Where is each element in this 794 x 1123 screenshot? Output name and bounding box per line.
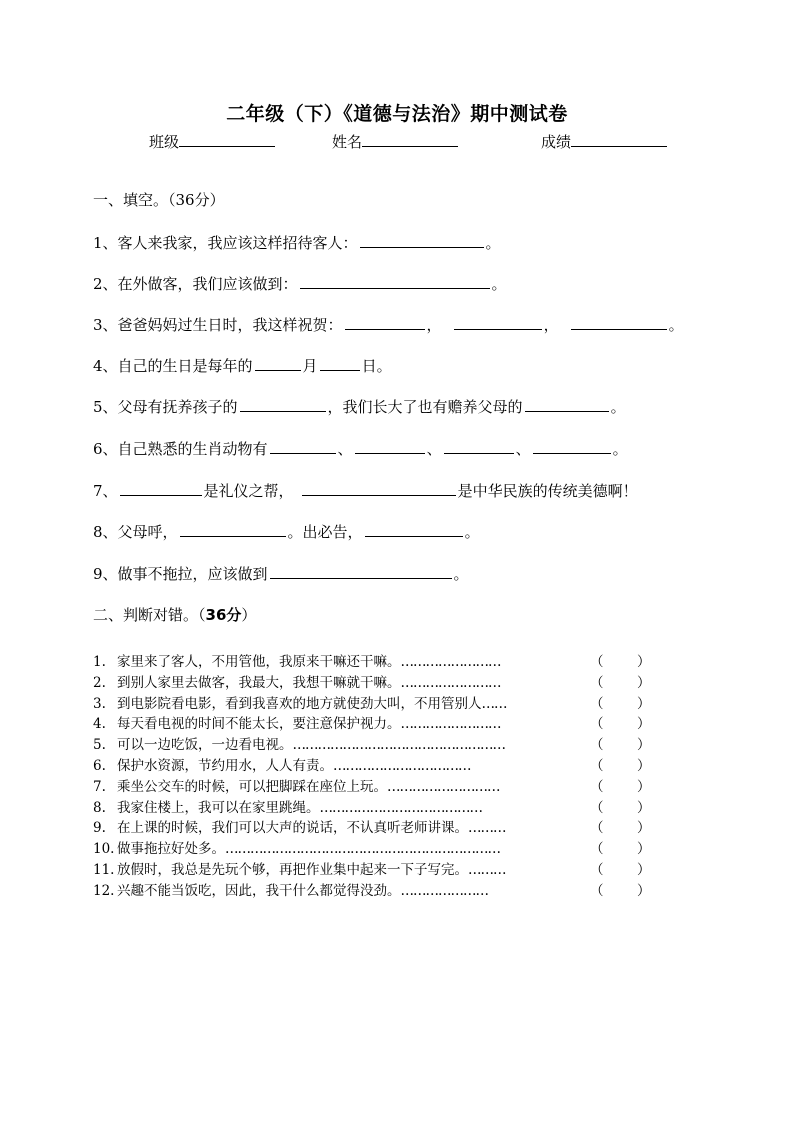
answer-blank[interactable] bbox=[302, 481, 456, 496]
judge-item-text: 在上课的时候，我们可以大声的说话，不认真听老师讲课。 bbox=[117, 820, 468, 837]
section2-heading-text: ） bbox=[241, 606, 257, 624]
judge-item-leader-dots: …… bbox=[481, 695, 507, 712]
judge-item-number: 9. bbox=[93, 820, 106, 837]
answer-paren-close[interactable]: ） bbox=[637, 862, 651, 878]
judge-item-text: 到电影院看电影，看到我喜欢的地方就使劲大叫，不用管别人 bbox=[117, 695, 482, 712]
judge-item bbox=[93, 796, 653, 816]
answer-paren-open[interactable]: （ bbox=[590, 841, 604, 858]
question-text: 、 bbox=[337, 440, 353, 458]
answer-paren-close[interactable]: ） bbox=[637, 695, 651, 712]
judge-item-number: 11. bbox=[93, 862, 115, 878]
question-text: 、 bbox=[515, 440, 531, 458]
question-text: 是礼仪之帮， bbox=[203, 482, 294, 500]
answer-blank[interactable] bbox=[180, 522, 286, 537]
judge-item-text: 我家住楼上，我可以在家里跳绳。 bbox=[117, 799, 320, 816]
question-text: 。 bbox=[610, 398, 626, 416]
question-text: 。 bbox=[668, 316, 684, 334]
answer-paren-open[interactable]: （ bbox=[590, 799, 604, 816]
section2-heading bbox=[93, 604, 256, 625]
question-text: 3、爸爸妈妈过生日时，我这样祝贺： bbox=[93, 316, 343, 334]
fill-question-4 bbox=[93, 355, 392, 376]
question-text: 、 bbox=[426, 440, 442, 458]
question-text: 月 bbox=[302, 357, 318, 375]
answer-blank[interactable] bbox=[300, 274, 490, 289]
judge-item-text: 可以一边吃饭，一边看电视。 bbox=[117, 737, 293, 754]
answer-paren-close[interactable]: ） bbox=[637, 716, 651, 733]
page-title: 二年级（下）《道德与法治》期中测试卷 bbox=[226, 103, 568, 125]
answer-paren-close[interactable]: ） bbox=[637, 758, 651, 774]
answer-paren-open[interactable]: （ bbox=[590, 820, 604, 837]
answer-paren-open[interactable]: （ bbox=[590, 737, 604, 754]
judge-item-leader-dots: …………………… bbox=[400, 654, 501, 670]
score-field bbox=[541, 131, 667, 152]
judge-item-leader-dots: ……… bbox=[468, 820, 506, 837]
question-text: ，我们长大了也有赡养父母的 bbox=[327, 398, 523, 416]
judge-item-text: 保护水资源，节约用水，人人有责。 bbox=[117, 758, 333, 774]
fill-question-8 bbox=[93, 521, 480, 542]
score-label: 成绩 bbox=[541, 133, 572, 151]
judge-item-leader-dots: …………………………………………… bbox=[292, 737, 505, 754]
question-text: 6、自己熟悉的生肖动物有 bbox=[93, 440, 268, 458]
judge-item bbox=[93, 733, 653, 753]
judge-item-number: 10. bbox=[93, 841, 115, 858]
judge-item-text: 家里来了客人，不用管他，我原来干嘛还干嘛。 bbox=[117, 654, 401, 670]
answer-blank[interactable] bbox=[533, 439, 611, 454]
judge-item bbox=[93, 692, 653, 712]
judge-item-leader-dots: ……… bbox=[468, 862, 506, 878]
judge-item-number: 6. bbox=[93, 758, 106, 774]
judge-item-number: 7. bbox=[93, 778, 106, 795]
judge-item-leader-dots: ………………………………………………………… bbox=[225, 841, 500, 858]
judge-item bbox=[93, 837, 653, 857]
judge-item-number: 2. bbox=[93, 674, 106, 691]
answer-paren-open[interactable]: （ bbox=[590, 716, 604, 733]
question-text: 。 bbox=[453, 565, 469, 583]
answer-paren-open[interactable]: （ bbox=[590, 862, 604, 878]
class-blank[interactable] bbox=[179, 131, 275, 147]
section2-score: 36分 bbox=[205, 606, 242, 624]
answer-blank[interactable] bbox=[454, 315, 542, 330]
judge-item-text: 乘坐公交车的时候，可以把脚踩在座位上玩。 bbox=[117, 778, 387, 795]
judge-item bbox=[93, 775, 653, 795]
judge-item-leader-dots: ………………… bbox=[400, 882, 488, 899]
class-label: 班级 bbox=[149, 133, 180, 151]
answer-paren-open[interactable]: （ bbox=[590, 695, 604, 712]
judge-item-number: 1. bbox=[93, 654, 106, 670]
judge-item-leader-dots: ………………………………… bbox=[319, 799, 482, 816]
score-blank[interactable] bbox=[571, 131, 667, 147]
question-text: 日。 bbox=[361, 357, 392, 375]
judge-item-number: 4. bbox=[93, 716, 106, 733]
question-text: 。出必告， bbox=[287, 523, 363, 541]
judge-item bbox=[93, 858, 653, 878]
judge-item bbox=[93, 712, 653, 732]
question-text: 4、自己的生日是每年的 bbox=[93, 357, 253, 375]
judge-item bbox=[93, 671, 653, 691]
answer-paren-close[interactable]: ） bbox=[637, 778, 651, 795]
question-text: ， bbox=[426, 316, 442, 334]
section1-heading: 一、填空。（36分） bbox=[93, 191, 225, 209]
judge-item-text: 放假时，我总是先玩个够，再把作业集中起来一下子写完。 bbox=[117, 862, 468, 878]
judge-item bbox=[93, 879, 653, 899]
question-text: 8、父母呼， bbox=[93, 523, 178, 541]
answer-blank[interactable] bbox=[345, 315, 425, 330]
judge-item-leader-dots: …………………… bbox=[400, 674, 501, 691]
question-text: 是中华民族的传统美德啊！ bbox=[457, 482, 638, 500]
answer-paren-open[interactable]: （ bbox=[590, 674, 604, 691]
answer-paren-open[interactable]: （ bbox=[590, 778, 604, 795]
question-text: 1、客人来我家，我应该这样招待客人： bbox=[93, 234, 358, 252]
answer-blank[interactable] bbox=[320, 356, 360, 371]
fill-question-1 bbox=[93, 232, 501, 253]
name-field bbox=[332, 131, 458, 152]
answer-paren-close[interactable]: ） bbox=[637, 654, 651, 670]
judge-item-text: 到别人家里去做客，我最大，我想干嘛就干嘛。 bbox=[117, 674, 401, 691]
judge-item-text: 兴趣不能当饭吃，因此，我干什么都觉得没劲。 bbox=[117, 882, 401, 899]
answer-blank[interactable] bbox=[270, 439, 336, 454]
judge-item bbox=[93, 650, 653, 670]
judge-item-text: 做事拖拉好处多。 bbox=[117, 841, 225, 858]
judge-item-leader-dots: …………………… bbox=[400, 716, 501, 733]
answer-blank[interactable] bbox=[444, 439, 514, 454]
answer-paren-close[interactable]: ） bbox=[637, 799, 651, 816]
answer-paren-close[interactable]: ） bbox=[637, 820, 651, 837]
question-text: 。 bbox=[464, 523, 480, 541]
fill-question-6 bbox=[93, 438, 628, 459]
judge-item-leader-dots: …………………………… bbox=[333, 758, 471, 774]
question-text: 7、 bbox=[93, 482, 118, 500]
answer-blank[interactable] bbox=[571, 315, 667, 330]
answer-blank[interactable] bbox=[365, 522, 463, 537]
judge-item-number: 5. bbox=[93, 737, 106, 754]
judge-item bbox=[93, 816, 653, 836]
judge-item-text: 每天看电视的时间不能太长，要注意保护视力。 bbox=[117, 716, 401, 733]
answer-paren-close[interactable]: ） bbox=[637, 674, 651, 691]
answer-blank[interactable] bbox=[360, 233, 484, 248]
section2-heading-text: 二、判断对错。（ bbox=[93, 606, 206, 624]
question-text: 2、在外做客，我们应该做到： bbox=[93, 275, 298, 293]
answer-paren-open[interactable]: （ bbox=[590, 882, 604, 899]
answer-paren-open[interactable]: （ bbox=[590, 654, 604, 670]
fill-question-7 bbox=[93, 480, 638, 501]
class-field bbox=[149, 131, 275, 152]
answer-blank[interactable] bbox=[240, 397, 326, 412]
answer-blank[interactable] bbox=[120, 481, 202, 496]
fill-question-2 bbox=[93, 273, 507, 294]
fill-question-3 bbox=[93, 314, 684, 335]
question-text: 。 bbox=[612, 440, 628, 458]
answer-paren-open[interactable]: （ bbox=[590, 758, 604, 774]
judge-item-number: 3. bbox=[93, 695, 106, 712]
answer-blank[interactable] bbox=[355, 439, 425, 454]
question-text: 9、做事不拖拉，应该做到 bbox=[93, 565, 268, 583]
judge-item-leader-dots: ……………………… bbox=[387, 778, 500, 795]
question-text: ， bbox=[543, 316, 559, 334]
fill-question-9 bbox=[93, 563, 469, 584]
name-label: 姓名 bbox=[332, 133, 363, 151]
name-blank[interactable] bbox=[362, 131, 458, 147]
answer-blank[interactable] bbox=[255, 356, 301, 371]
answer-blank[interactable] bbox=[270, 564, 452, 579]
fill-question-5 bbox=[93, 396, 626, 417]
judge-item-number: 12. bbox=[93, 882, 115, 899]
answer-paren-close[interactable]: ） bbox=[637, 737, 651, 754]
question-text: 。 bbox=[491, 275, 507, 293]
answer-paren-close[interactable]: ） bbox=[637, 882, 651, 899]
judge-item bbox=[93, 754, 653, 774]
answer-blank[interactable] bbox=[525, 397, 609, 412]
answer-paren-close[interactable]: ） bbox=[637, 841, 651, 858]
question-text: 。 bbox=[485, 234, 501, 252]
judge-item-number: 8. bbox=[93, 799, 106, 816]
question-text: 5、父母有抚养孩子的 bbox=[93, 398, 238, 416]
